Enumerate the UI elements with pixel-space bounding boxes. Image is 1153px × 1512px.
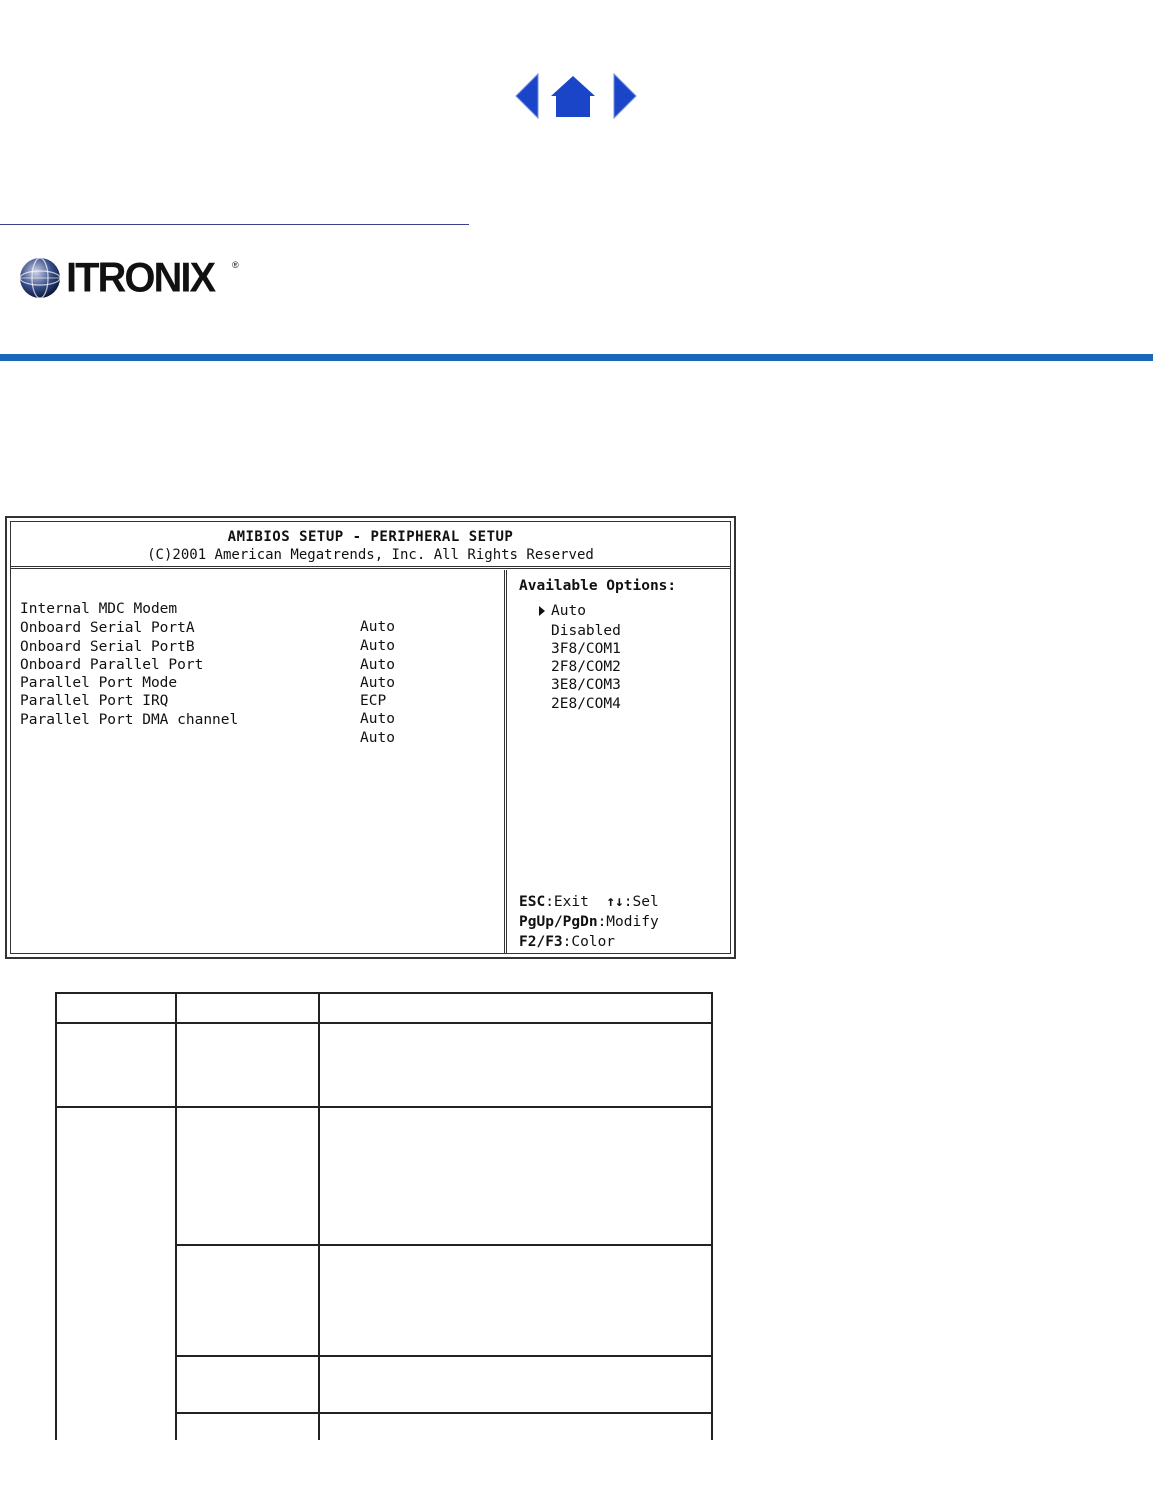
help-text-modify: :Modify (597, 914, 659, 930)
setting-value: Auto (360, 711, 395, 727)
home-icon (548, 70, 598, 122)
help-key-esc: ESC (519, 894, 546, 910)
bios-setup-screen (5, 516, 736, 959)
bios-copyright: (C)2001 American Megatrends, Inc. All Rights Reserved (147, 547, 594, 563)
bios-settings-panel (11, 570, 507, 953)
setting-label: Parallel Port DMA channel (20, 712, 239, 728)
logo-text: ITRONIX (66, 254, 215, 302)
help-line-modify (519, 912, 659, 932)
arrow-left-icon (512, 70, 542, 122)
setting-label: Internal MDC Modem (20, 601, 178, 617)
help-line-color (519, 932, 615, 952)
bios-options-panel (509, 570, 730, 953)
option-2f8-com2[interactable]: 2F8/COM2 (551, 659, 621, 675)
arrow-right-icon (610, 70, 640, 122)
setting-value: Auto (360, 730, 395, 746)
registered-mark: ® (232, 260, 239, 270)
option-2e8-com4[interactable]: 2E8/COM4 (551, 696, 621, 712)
option-3e8-com3[interactable]: 3E8/COM3 (551, 677, 621, 693)
bios-frame (10, 521, 731, 954)
setting-label: Onboard Serial PortA (20, 620, 195, 636)
help-line-exit-select (519, 892, 659, 912)
help-text-color: :Color (562, 934, 616, 950)
bios-title: AMIBIOS SETUP - PERIPHERAL SETUP (227, 529, 514, 545)
help-key-pgup-pgdn: PgUp/PgDn (519, 914, 598, 930)
accent-divider (0, 354, 1153, 361)
help-text-select: :Sel (623, 894, 659, 910)
table-header-row (56, 993, 712, 1023)
option-auto[interactable]: Auto (551, 603, 586, 619)
help-key-arrows: ↑↓ (606, 894, 624, 910)
home-button[interactable] (548, 70, 598, 122)
previous-page-button[interactable] (512, 70, 542, 122)
setting-label: Parallel Port Mode (20, 675, 178, 691)
setting-value: ECP (360, 693, 387, 709)
setting-label: Onboard Serial PortB (20, 639, 195, 655)
setting-label: Parallel Port IRQ (20, 693, 169, 709)
header-divider (0, 224, 469, 225)
setting-value: Auto (360, 675, 395, 691)
setting-value: Auto (360, 619, 395, 635)
available-options-title: Available Options: (519, 578, 677, 594)
setting-label: Onboard Parallel Port (20, 657, 204, 673)
setting-value: Auto (360, 657, 395, 673)
setting-value: Auto (360, 638, 395, 654)
itronix-logo (18, 252, 248, 304)
setting-parallel-port-dma-channel[interactable] (20, 693, 440, 746)
help-text-exit: :Exit (545, 894, 589, 910)
option-disabled[interactable]: Disabled (551, 623, 621, 639)
help-key-f2-f3: F2/F3 (519, 934, 563, 950)
next-page-button[interactable] (610, 70, 640, 122)
globe-icon (18, 254, 62, 302)
bios-header (11, 522, 730, 569)
option-3f8-com1[interactable]: 3F8/COM1 (551, 641, 621, 657)
page-navigation (512, 70, 640, 122)
